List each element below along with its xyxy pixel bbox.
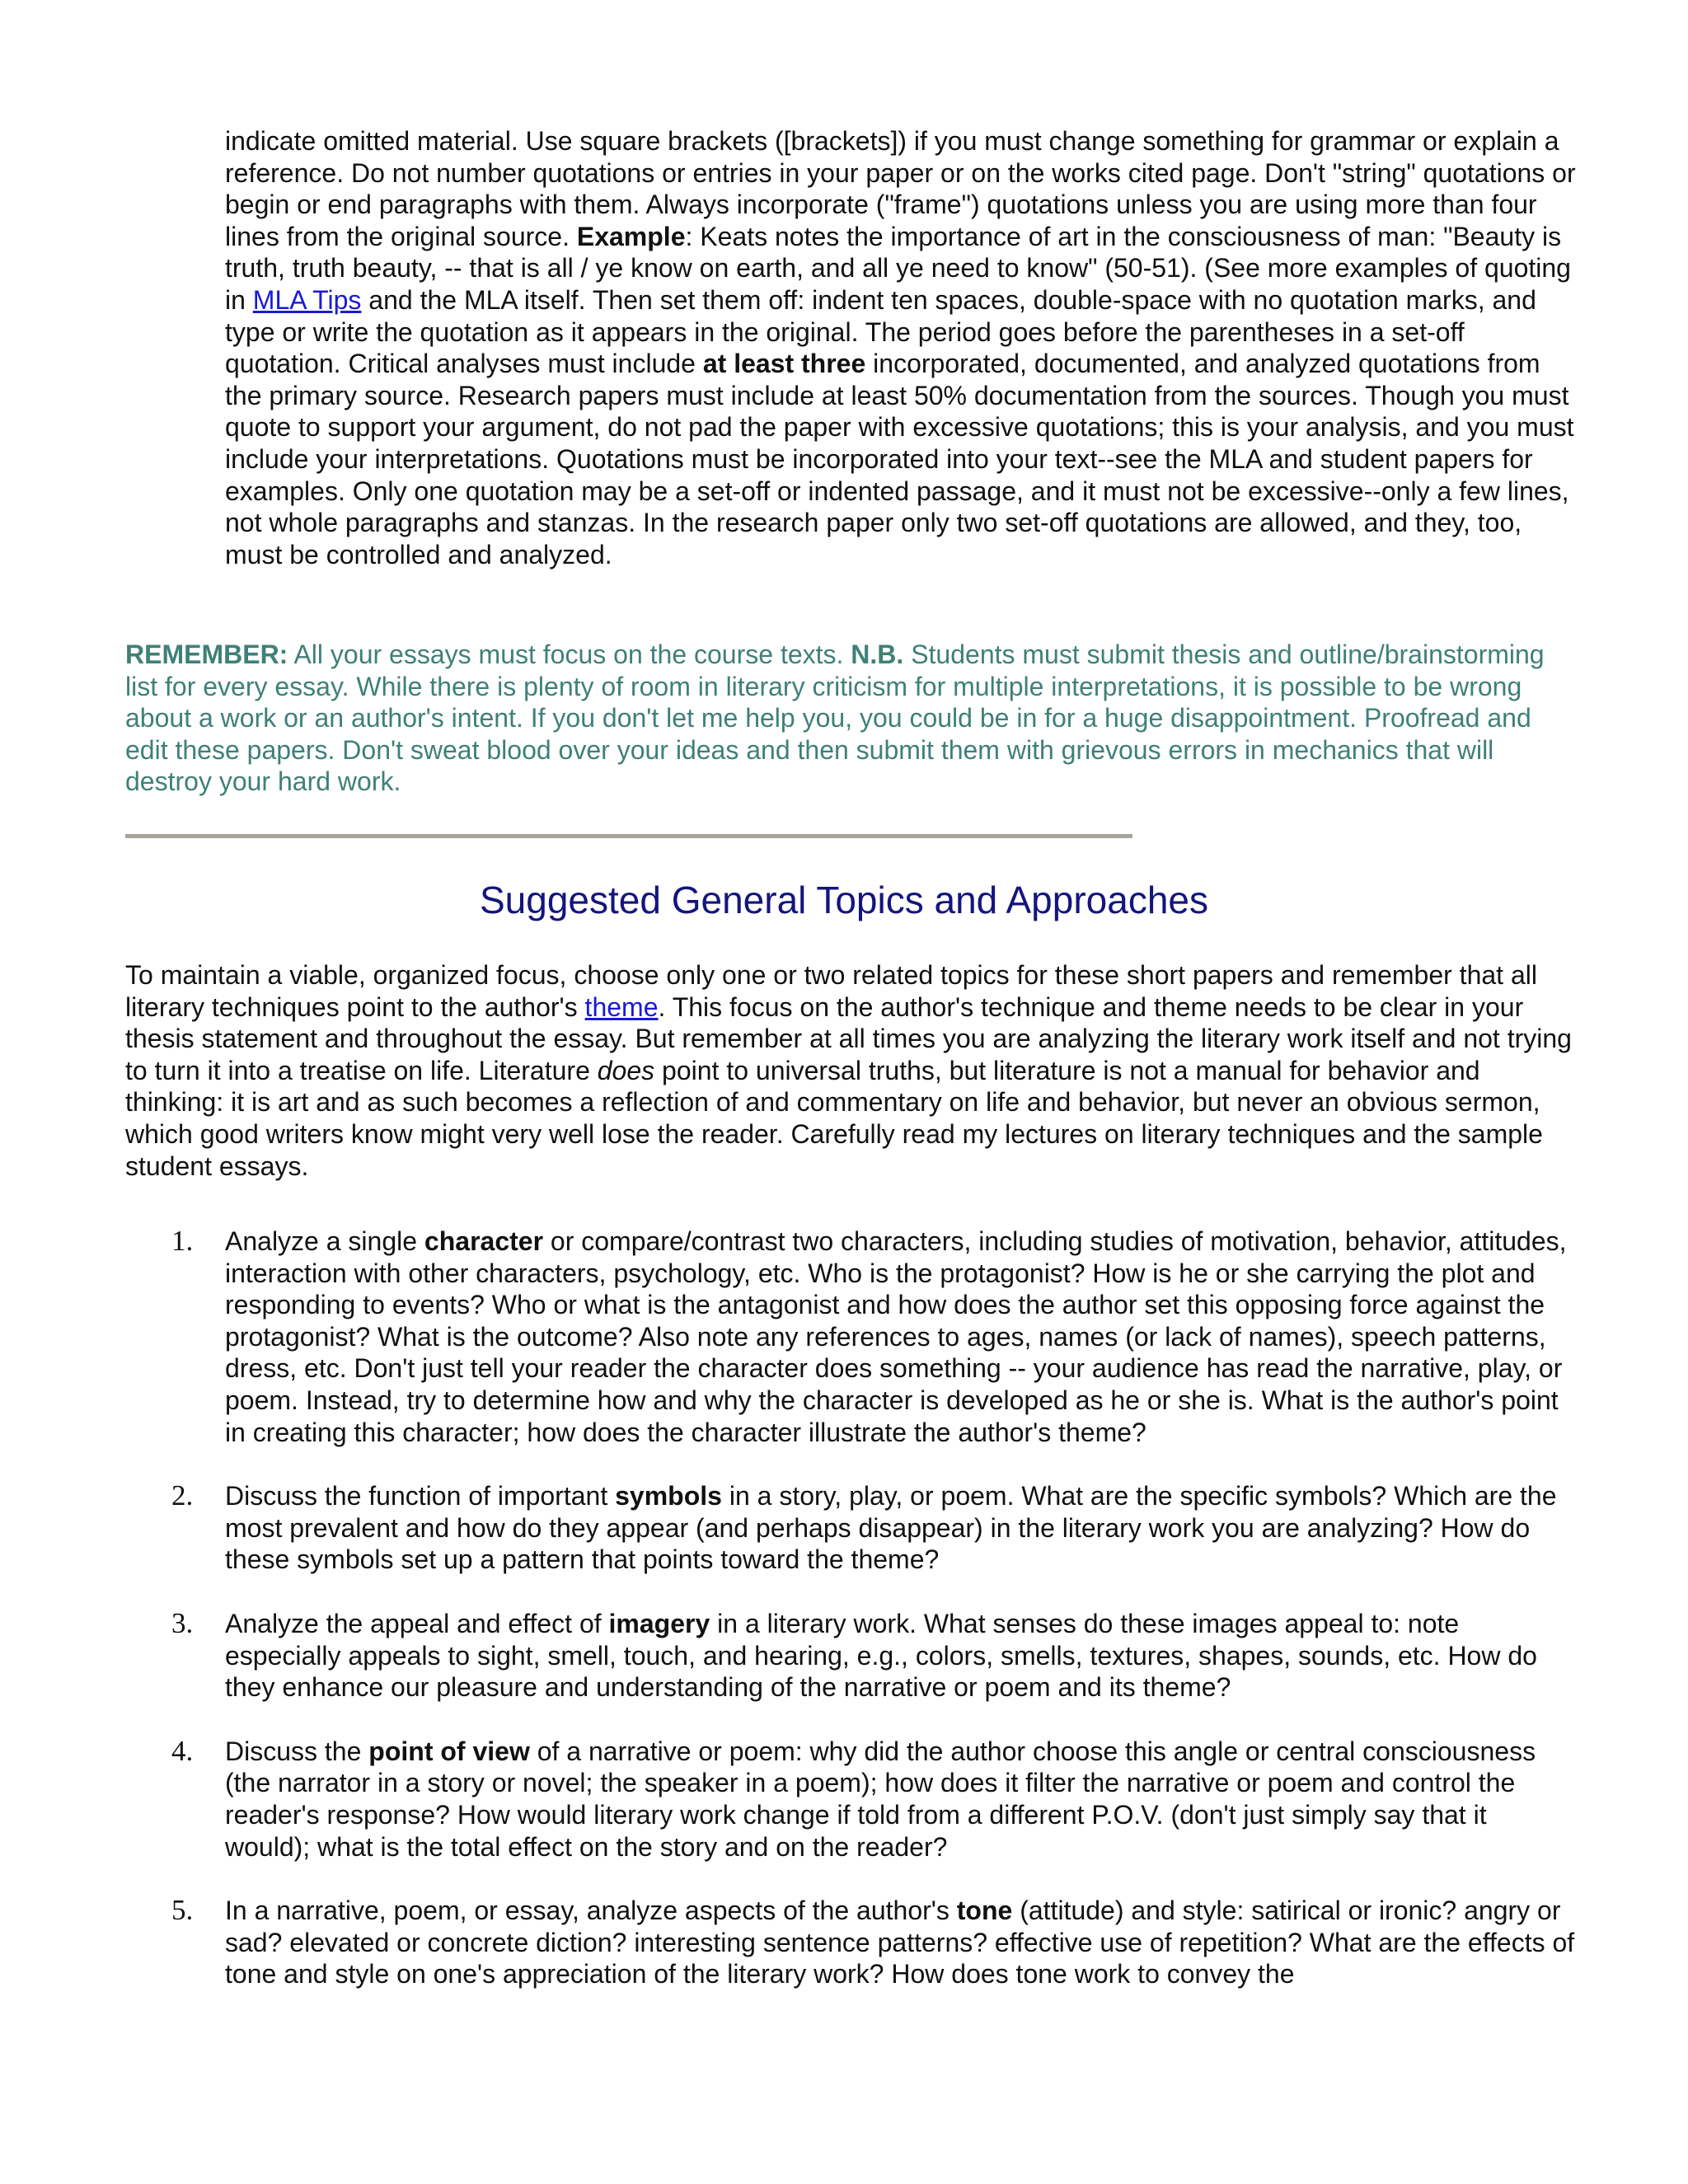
mla-tips-link[interactable]: MLA Tips [252,284,362,315]
topic-item-imagery [0,1608,1577,1704]
topic-text-pre: Discuss the [225,1736,369,1766]
remember-text-2: Students must submit thesis and outline/brainstorming list for every essay. While there is plenty of room in literary criticism for multiple interpretations, it is possible to be wrong about a work or an author's intent. If you don't let me help you, you could be in for a huge disappointment. Proofread and edit these papers. Don't sweat blood over your ideas and then submit them with grievous errors in mechanics that will destroy your hard work. [125,640,1545,797]
intro-text-3: and the MLA itself. Then set them off: indent ten spaces, double-space with no quotation marks, and type or write the quotation as it appears in the original. The period goes before the parentheses in a set-off quotation. Critical analyses must include [225,284,1536,379]
topic-keyword: character [424,1226,544,1256]
topic-text-post: in a story, play, or poem. What are the specific symbols? Which are the most prevalent and how do they appear (and perhaps disappear) in the literary work you are analyzing? How do these symbols set up a pattern that points toward the theme? [225,1481,1557,1575]
intro-text-4: incorporated, documented, and analyzed quotations from the primary source. Research papers must include at least 50% documentation from the sources. Though you must quote to support your argument, do not pad the paper with excessive quotations; this is your analysis, and you must include your interpretations. Quotations must be incorporated into your text--see the MLA and student papers for examples. Only one quotation may be a set-off or indented passage, and it must not be excessive--only a few lines, not whole paragraphs and stanzas. In the research paper only two set-off quotations are allowed, and they, too, must be controlled and analyzed. [225,349,1574,569]
topic-text-pre: Analyze the appeal and effect of [225,1608,609,1638]
topic-number: 3. [171,1606,194,1639]
nb-label: N.B. [851,640,904,669]
topic-item-point-of-view [0,1736,1577,1863]
topic-number: 2. [171,1479,194,1512]
section-heading: Suggested General Topics and Approaches [480,879,1208,921]
theme-link[interactable]: theme [584,991,659,1022]
topic-text-post: or compare/contrast two characters, including studies of motivation, behavior, attitudes, interaction with other characters, psychology, etc. Who is the protagonist? How is he or she carrying the plot and responding to events? Who or what is the antagonist and how does the author set this opposing force against the protagonist? What is the outcome? Also note any references to ages, names (or lack of names), speech patterns, dress, etc. Don't just tell your reader the character does something -- your audience has read the narrative, play, or poem. Instead, try to determine how and why the character is developed as he or she is. What is the author's point in creating this character; how does the character illustrate the author's theme? [225,1226,1567,1447]
remember-note [125,639,1576,798]
topic-number: 5. [171,1894,194,1927]
at-least-three-emphasis: at least three [702,349,866,379]
topic-number: 4. [171,1734,194,1767]
topics-intro-text-3: point to universal truths, but literature is not a manual for behavior and thinking: it is art and as such becomes a reflection of and commentary on life and behavior, but never an obvious sermon, which good writers know might very well lose the reader. Carefully read my lectures on literary techniques and the sample student essays. [125,1055,1543,1181]
does-emphasis: does [597,1055,655,1085]
topic-text-post: in a literary work. What senses do these images appeal to: note especially appeals to sight, smell, touch, and hearing, e.g., colors, smells, textures, shapes, sounds, etc. How do they enhance our pleasure and understanding of the narrative or poem and its theme? [225,1608,1537,1703]
topic-keyword: point of view [368,1736,530,1766]
topic-keyword: tone [956,1896,1013,1926]
topic-text-post: of a narrative or poem: why did the author choose this angle or central consciousness (the narrator in a story or novel; the speaker in a poem); how does it filter the narrative or poem and control the reader's response? How would literary work change if told from a different P.O.V. (don't just simply say that it would); what is the total effect on the story and on the reader? [225,1736,1536,1862]
topic-text-pre: Discuss the function of important [225,1481,616,1511]
topic-list [0,1226,1688,2022]
horizontal-divider [125,834,1132,838]
example-label: Example [576,221,686,251]
topic-keyword: imagery [608,1608,710,1638]
topic-text-post: (attitude) and style: satirical or ironic? angry or sad? elevated or concrete diction? interesting sentence patterns? effective use of repetition? What are the effects of tone and style on one's appreciation of the literary work? How does tone work to convey the [225,1896,1575,1990]
intro-text-1: indicate omitted material. Use square brackets ([brackets]) if you must change something for grammar or explain a reference. Do not number quotations or entries in your paper or on the works cited page. Don't "string" quotations or begin or end paragraphs with them. Always incorporate ("frame") quotations unless you are using more than four lines from the original source. [225,126,1576,251]
topics-intro-text-2: . This focus on the author's technique and theme needs to be clear in your thesis statement and throughout the essay. But remember at all times you are analyzing the literary work itself and not trying to turn it into a treatise on life. Literature [125,991,1572,1085]
remember-label: REMEMBER: [125,640,288,669]
topics-intro-text-1: To maintain a viable, organized focus, choose only one or two related topics for these short papers and remember that all literary techniques point to the author's [125,960,1537,1022]
topics-intro-paragraph [125,959,1578,1182]
topic-text-pre: In a narrative, poem, or essay, analyze aspects of the author's [225,1896,957,1926]
topic-keyword: symbols [615,1481,722,1511]
intro-text-2: : Keats notes the importance of art in the consciousness of man: "Beauty is truth, truth beauty, -- that is all / ye know on earth, and all ye need to know" (50-51). (See more examples of quoting in [225,221,1571,315]
quotation-guidelines-paragraph [225,125,1577,570]
remember-text-1: All your essays must focus on the course texts. [288,640,851,669]
topic-number: 1. [171,1225,194,1257]
topic-item-symbols [0,1480,1577,1576]
topic-text-pre: Analyze a single [225,1226,424,1256]
topic-item-tone [0,1895,1577,1990]
topic-item-character [0,1226,1577,1448]
